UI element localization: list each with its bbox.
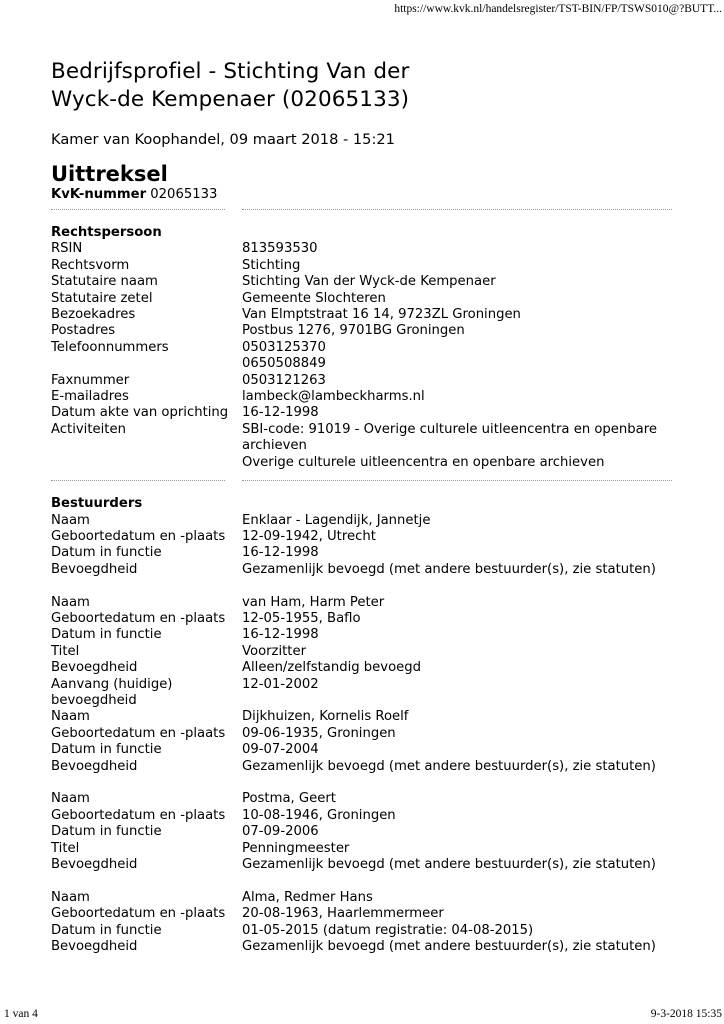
row-value: Alleen/zelfstandig bevoegd — [242, 660, 422, 676]
table-row — [51, 562, 691, 578]
table-row — [51, 422, 691, 438]
table-row — [51, 389, 691, 405]
row-label: Telefoonnummers — [51, 339, 169, 355]
divider-right — [242, 209, 672, 210]
row-value: Stichting — [242, 257, 301, 273]
table-row — [51, 742, 691, 758]
row-label — [51, 455, 242, 471]
row-label: RSIN — [51, 241, 83, 257]
table-row — [51, 307, 691, 323]
title-line-2: Wyck-de Kempenaer (02065133) — [51, 87, 410, 112]
table-row — [51, 923, 691, 939]
title-line-1: Bedrijfsprofiel - Stichting Van der — [51, 59, 410, 84]
table-row — [51, 323, 691, 339]
row-value: 0503125370 — [242, 339, 326, 355]
row-value: Gemeente Slochteren — [242, 290, 386, 306]
row-label — [51, 356, 242, 372]
divider-right — [242, 480, 672, 481]
table-row — [51, 611, 691, 627]
row-label: Bevoegdheid — [51, 660, 138, 676]
table-row — [51, 906, 691, 922]
table-row — [51, 693, 691, 709]
page-number: 1 van 4 — [4, 1008, 38, 1020]
row-value: 07-09-2006 — [242, 824, 319, 840]
row-value: Overige culturele uitleencentra en openbare archieven — [242, 454, 605, 470]
row-label — [51, 873, 242, 889]
section-title-bestuurders: Bestuurders — [51, 496, 143, 512]
row-value: Voorzitter — [242, 643, 307, 659]
row-value: 16-12-1998 — [242, 627, 319, 643]
table-row — [51, 513, 691, 529]
row-label: Faxnummer — [51, 372, 130, 388]
table-row — [51, 340, 691, 356]
kvk-number-label: KvK-nummer — [51, 187, 147, 202]
row-value: 0503121263 — [242, 372, 326, 388]
table-row — [51, 660, 691, 676]
table-row — [51, 627, 691, 643]
row-value — [242, 873, 691, 889]
row-value: SBI-code: 91019 - Overige culturele uitleencentra en openbare — [242, 421, 657, 437]
table-row — [51, 405, 691, 421]
row-label — [51, 438, 242, 454]
table-row — [51, 775, 691, 791]
row-label: Aanvang (huidige) — [51, 676, 173, 692]
table-row — [51, 939, 691, 955]
row-value: 10-08-1946, Groningen — [242, 807, 396, 823]
row-label: Rechtsvorm — [51, 257, 130, 273]
table-row — [51, 291, 691, 307]
divider — [51, 476, 691, 486]
row-value: Gezamenlijk bevoegd (met andere bestuurder(s), zie statuten) — [242, 939, 656, 955]
table-row — [51, 824, 691, 840]
row-label: Naam — [51, 512, 90, 528]
document-body — [51, 58, 691, 955]
section-heading-uittreksel: Uittreksel — [51, 162, 168, 186]
row-label: Datum in functie — [51, 922, 162, 938]
section-title-rechtspersoon: Rechtspersoon — [51, 225, 162, 240]
table-row — [51, 595, 691, 611]
row-value — [242, 578, 691, 594]
row-value: Dijkhuizen, Kornelis Roelf — [242, 709, 409, 725]
table-row — [51, 455, 691, 471]
kvk-number-value: 02065133 — [150, 187, 218, 202]
row-label: Datum in functie — [51, 545, 162, 561]
row-label — [51, 578, 242, 594]
page-url: https://www.kvk.nl/handelsregister/TST-BIN/FP/TSWS010@?BUTT... — [394, 3, 722, 15]
row-label: Bezoekadres — [51, 307, 136, 323]
row-label: Naam — [51, 889, 90, 905]
row-label: bevoegdheid — [51, 692, 137, 708]
row-value: 12-01-2002 — [242, 676, 319, 692]
divider-left — [51, 480, 225, 481]
row-value: Gezamenlijk bevoegd (met andere bestuurder(s), zie statuten) — [242, 758, 656, 774]
table-row — [51, 841, 691, 857]
table-row — [51, 808, 691, 824]
row-label: Datum in functie — [51, 824, 162, 840]
row-label: Bevoegdheid — [51, 758, 138, 774]
row-label: Titel — [51, 840, 80, 856]
row-label: Bevoegdheid — [51, 857, 138, 872]
row-label: Geboortedatum en -plaats — [51, 725, 226, 741]
row-value: 12-09-1942, Utrecht — [242, 528, 376, 544]
row-value: 12-05-1955, Baflo — [242, 610, 361, 626]
page-subtitle: Kamer van Koophandel, 09 maart 2018 - 15:21 — [51, 131, 395, 148]
row-value: van Ham, Harm Peter — [242, 594, 385, 610]
table-row — [51, 873, 691, 889]
row-value: 09-07-2004 — [242, 742, 319, 758]
row-value: Enklaar - Lagendijk, Jannetje — [242, 512, 431, 528]
row-value: Postbus 1276, 9701BG Groningen — [242, 323, 465, 339]
row-value: Gezamenlijk bevoegd (met andere bestuurder(s), zie statuten) — [242, 857, 656, 872]
table-row — [51, 759, 691, 775]
row-label — [51, 775, 242, 791]
table-row — [51, 438, 691, 454]
row-value: lambeck@lambeckharms.nl — [242, 389, 425, 405]
table-row — [51, 545, 691, 561]
print-datetime: 9-3-2018 15:35 — [650, 1008, 722, 1020]
row-label: Naam — [51, 791, 90, 807]
row-value: Van Elmptstraat 16 14, 9723ZL Groningen — [242, 307, 521, 323]
row-label: Datum in functie — [51, 742, 162, 758]
row-value: 16-12-1998 — [242, 405, 319, 421]
row-value — [242, 693, 691, 709]
table-row — [51, 890, 691, 906]
row-label: Geboortedatum en -plaats — [51, 807, 226, 823]
row-value: archieven — [242, 438, 307, 454]
row-value: 09-06-1935, Groningen — [242, 725, 396, 741]
table-row — [51, 644, 691, 660]
row-label: Statutaire zetel — [51, 290, 153, 306]
table-row — [51, 709, 691, 725]
row-label: Naam — [51, 594, 90, 610]
row-label: Postadres — [51, 323, 116, 339]
row-label: Titel — [51, 643, 80, 659]
table-row — [51, 241, 691, 257]
table-row — [51, 373, 691, 389]
row-label: Statutaire naam — [51, 274, 158, 290]
row-label: Naam — [51, 709, 90, 725]
table-row — [51, 274, 691, 290]
row-value: 16-12-1998 — [242, 545, 319, 561]
row-label: Datum akte van oprichting — [51, 405, 229, 421]
row-value: Penningmeester — [242, 840, 350, 856]
table-row — [51, 791, 691, 807]
row-label: Geboortedatum en -plaats — [51, 610, 226, 626]
bestuurders-table — [51, 513, 691, 956]
row-value: 20-08-1963, Haarlemmermeer — [242, 906, 444, 922]
row-value — [242, 775, 691, 791]
row-value: Gezamenlijk bevoegd (met andere bestuurder(s), zie statuten) — [242, 561, 656, 577]
row-label: Geboortedatum en -plaats — [51, 906, 226, 922]
rechtspersoon-table — [51, 241, 691, 471]
kvk-number — [51, 187, 691, 203]
table-row — [51, 578, 691, 594]
row-label: Geboortedatum en -plaats — [51, 528, 226, 544]
row-value: Alma, Redmer Hans — [242, 889, 373, 905]
row-label: Datum in functie — [51, 627, 162, 643]
page-title — [51, 58, 691, 114]
divider — [51, 205, 691, 215]
row-label: Activiteiten — [51, 421, 126, 437]
table-row — [51, 258, 691, 274]
row-value: Stichting Van der Wyck-de Kempenaer — [242, 274, 496, 290]
row-label: Bevoegdheid — [51, 939, 138, 955]
divider-left — [51, 209, 225, 210]
table-row — [51, 726, 691, 742]
table-row — [51, 857, 691, 873]
row-value: Postma, Geert — [242, 791, 336, 807]
row-label: Bevoegdheid — [51, 561, 138, 577]
table-row — [51, 677, 691, 693]
table-row — [51, 356, 691, 372]
row-value: 813593530 — [242, 241, 318, 257]
row-value: 0650508849 — [242, 356, 326, 372]
row-label: E-mailadres — [51, 389, 129, 405]
table-row — [51, 529, 691, 545]
row-value: 01-05-2015 (datum registratie: 04-08-2015) — [242, 922, 534, 938]
